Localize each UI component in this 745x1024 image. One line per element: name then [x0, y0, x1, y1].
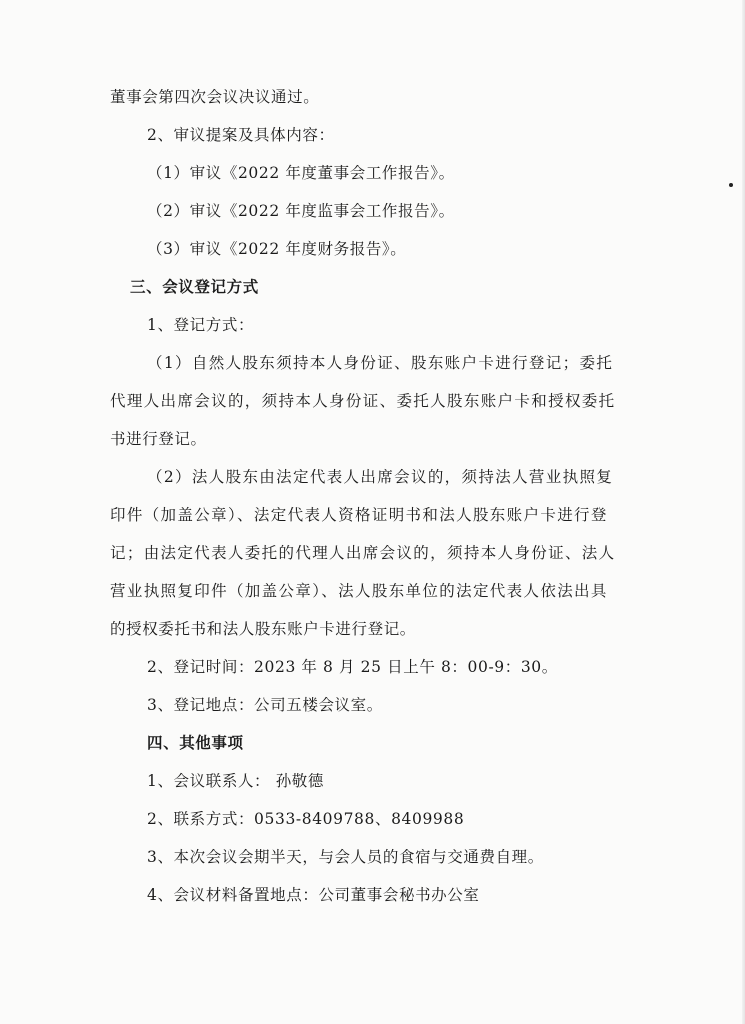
- text-line: （2）法人股东由法定代表人出席会议的，须持法人营业执照复: [147, 468, 614, 486]
- section-heading: 三、会议登记方式: [130, 277, 259, 296]
- text-line: 的授权委托书和法人股东账户卡进行登记。: [110, 620, 416, 638]
- text-line: （3）审议《2022 年度财务报告》。: [147, 240, 407, 258]
- text-line: （1）审议《2022 年度董事会工作报告》。: [147, 164, 455, 182]
- text-line: 2、登记时间：2023 年 8 月 25 日上午 8：00-9：30。: [147, 658, 558, 676]
- text-line: 2、审议提案及具体内容：: [147, 126, 335, 144]
- text-line: 3、本次会议会期半天，与会人员的食宿与交通费自理。: [147, 848, 544, 866]
- text-line: 1、登记方式：: [147, 316, 255, 334]
- text-line: 营业执照复印件（加盖公章）、法人股东单位的法定代表人依法出具: [110, 582, 608, 600]
- text-line: 记；由法定代表人委托的代理人出席会议的，须持本人身份证、法人: [110, 544, 616, 562]
- text-line: （2）审议《2022 年度监事会工作报告》。: [147, 202, 455, 220]
- text-line: 1、会议联系人： 孙敬德: [147, 772, 324, 790]
- text-line: 代理人出席会议的，须持本人身份证、委托人股东账户卡和授权委托: [110, 392, 616, 410]
- text-line: 印件（加盖公章）、法定代表人资格证明书和法人股东账户卡进行登: [110, 506, 608, 524]
- text-line: 董事会第四次会议决议通过。: [110, 88, 320, 106]
- section-heading: 四、其他事项: [147, 733, 244, 752]
- text-line: （1）自然人股东须持本人身份证、股东账户卡进行登记；委托: [147, 354, 614, 372]
- text-line: 书进行登记。: [110, 430, 207, 448]
- text-line: 3、登记地点：公司五楼会议室。: [147, 696, 383, 714]
- scan-speck: [729, 183, 733, 187]
- text-line: 2、联系方式：0533-8409788、8409988: [147, 810, 465, 828]
- text-line: 4、会议材料备置地点：公司董事会秘书办公室: [147, 886, 480, 904]
